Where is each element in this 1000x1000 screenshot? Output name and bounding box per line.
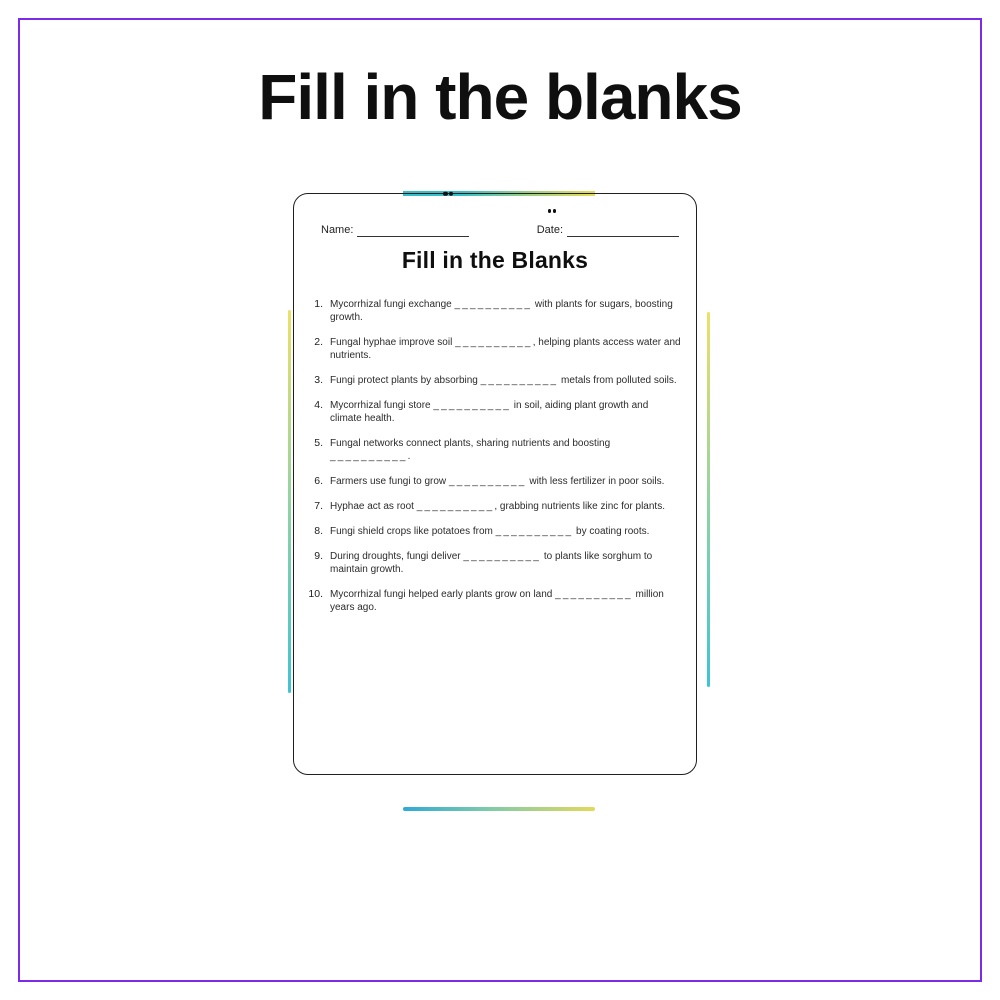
question-number: 8. xyxy=(314,525,323,537)
question-list xyxy=(304,298,682,614)
question-number: 2. xyxy=(314,336,323,348)
question-pre: Hyphae act as root xyxy=(330,501,417,512)
question-post: . xyxy=(407,451,411,462)
date-underline xyxy=(567,225,679,237)
question-text xyxy=(330,336,682,362)
question-number: 1. xyxy=(314,298,323,310)
top-gradient-line xyxy=(403,191,595,196)
top-dots-decoration xyxy=(443,191,453,196)
name-label: Name: xyxy=(321,224,354,236)
question-row xyxy=(304,475,682,488)
question-row xyxy=(304,588,682,614)
page-title: Fill in the blanks xyxy=(258,61,742,133)
question-number: 6. xyxy=(314,475,323,487)
bottom-gradient-line xyxy=(403,807,595,811)
question-number: 9. xyxy=(314,550,323,562)
question-row xyxy=(304,374,682,387)
question-post: with less fertilizer in poor soils. xyxy=(526,476,665,487)
question-post: , helping plants access water and nutrients. xyxy=(330,337,681,361)
answer-blank: __________ xyxy=(330,451,408,462)
question-number: 10. xyxy=(308,588,323,600)
question-pre: Fungal networks connect plants, sharing nutrients and boosting xyxy=(330,438,611,449)
question-post: by coating roots. xyxy=(573,526,650,537)
question-text xyxy=(330,588,682,614)
question-post: to plants like sorghum to maintain growth. xyxy=(330,551,653,575)
question-text xyxy=(330,437,682,463)
question-row xyxy=(304,550,682,576)
date-field xyxy=(537,224,679,237)
dot-icon xyxy=(449,191,454,196)
question-text xyxy=(330,500,682,513)
answer-blank: __________ xyxy=(480,375,559,386)
question-pre: Fungi protect plants by absorbing xyxy=(330,375,481,386)
question-pre: Fungi shield crops like potatoes from xyxy=(330,526,496,537)
answer-blank: __________ xyxy=(433,400,511,411)
question-number: 5. xyxy=(314,437,323,449)
answer-blank: __________ xyxy=(455,337,533,348)
question-post: metals from polluted soils. xyxy=(558,375,677,386)
answer-blank: __________ xyxy=(448,476,527,487)
answer-blank: __________ xyxy=(416,501,495,512)
question-text xyxy=(330,550,682,576)
dot-icon xyxy=(548,209,552,213)
question-post: , grabbing nutrients like zinc for plants. xyxy=(494,501,665,512)
question-pre: Mycorrhizal fungi store xyxy=(330,400,434,411)
question-row xyxy=(304,298,682,324)
question-post: million years ago. xyxy=(330,589,664,613)
question-text xyxy=(330,298,682,324)
question-number: 4. xyxy=(314,399,323,411)
question-row xyxy=(304,525,682,538)
question-text xyxy=(330,374,682,387)
question-row xyxy=(304,336,682,362)
question-pre: Fungal hyphae improve soil xyxy=(330,337,456,348)
question-pre: Mycorrhizal fungi exchange xyxy=(330,299,455,310)
question-pre: During droughts, fungi deliver xyxy=(330,551,464,562)
question-text xyxy=(330,525,682,538)
question-pre: Mycorrhizal fungi helped early plants grow on land xyxy=(330,589,556,600)
question-post: with plants for sugars, boosting growth. xyxy=(330,299,673,323)
answer-blank: __________ xyxy=(555,589,633,600)
worksheet-heading: Fill in the Blanks xyxy=(401,247,589,273)
dot-icon xyxy=(553,209,557,213)
question-number: 3. xyxy=(314,374,323,386)
date-dots-decoration xyxy=(548,209,557,213)
name-field xyxy=(321,224,469,237)
question-text xyxy=(330,475,682,488)
answer-blank: __________ xyxy=(463,551,542,562)
question-row xyxy=(304,437,682,463)
question-number: 7. xyxy=(314,500,323,512)
left-gradient-line xyxy=(288,310,291,693)
question-row xyxy=(304,500,682,513)
answer-blank: __________ xyxy=(495,526,574,537)
worksheet-card xyxy=(293,193,697,775)
name-underline xyxy=(357,225,469,237)
dot-icon xyxy=(443,191,448,196)
question-pre: Farmers use fungi to grow xyxy=(330,476,449,487)
answer-blank: __________ xyxy=(454,299,533,310)
worksheet-header xyxy=(321,224,679,237)
right-gradient-line xyxy=(707,312,710,687)
date-label: Date: xyxy=(536,224,563,236)
question-row xyxy=(304,399,682,425)
question-post: in soil, aiding plant growth and climate health. xyxy=(330,400,649,424)
question-text xyxy=(330,399,682,425)
